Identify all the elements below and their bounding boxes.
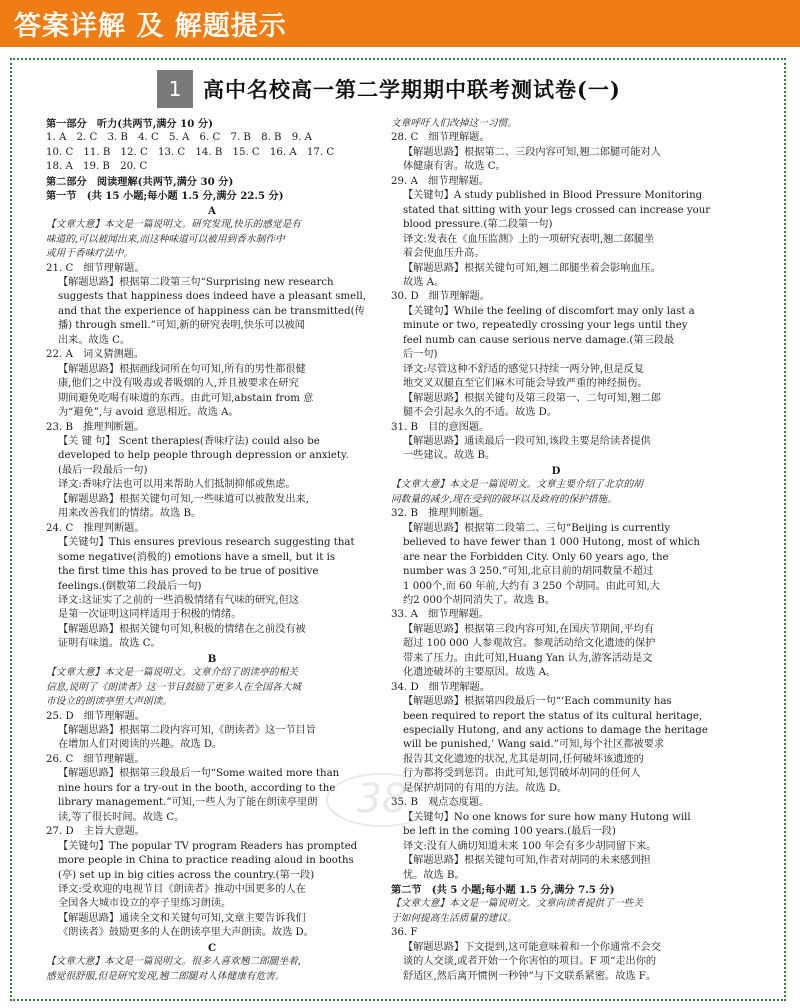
text-line: developed to help people through depression or anxiety. (58, 450, 349, 462)
text-line: (亭) set up in big cities across the country.(第一段) (58, 869, 315, 881)
text-line: 【解题思路】根据第二段第三句“Surprising new research (58, 276, 334, 288)
text-line: 后一句) (403, 349, 438, 361)
text-line: 【解题思路】根据关键句可知,翘二郎腿坐着会影响血压。 (403, 262, 661, 274)
text-line: number was 3 250.”可知,北京目前的胡同数量不超过 (403, 566, 654, 578)
text-line: 【文章大意】本文是一篇说明文。文章主要介绍了北京的胡 (391, 479, 643, 491)
text-line: 在增加人们对阅读的兴趣。故选 D。 (58, 739, 223, 751)
text-line: feelings.(倒数第二段最后一句) (58, 580, 202, 592)
text-line: 报告其文化遗迹的状况,尤其是胡同,任何破坏该遗迹的 (403, 753, 644, 765)
text-line: 【解题思路】根据第三段内容可知,在国庆节期间,平均有 (403, 623, 654, 635)
text-line: 【解题思路】根据第三段最后一句“Some waited more than (58, 768, 340, 780)
text-line: 同数量的减少,现在受到的破坏以及政府的保护措施。 (391, 493, 617, 505)
text-line: 35. B 观点态度题。 (391, 797, 490, 809)
text-line: 【关 键 句】 Scent therapies(香味疗法) could also be (58, 435, 320, 447)
text-line: 【解题思路】根据关键句可知,一些味道可以被散发出来, (58, 493, 309, 505)
text-line: 【关键句】No one knows for sure how many Hutong will (403, 811, 691, 823)
text-line: 28. C 细节理解题。 (391, 132, 490, 144)
text-line: 25. D 细节理解题。 (46, 710, 145, 722)
text-line: 【文章大意】本文是一篇说明文。研究发现,快乐的感觉是有 (46, 219, 301, 231)
text-line: 故选 A。 (403, 276, 445, 288)
text-line: 1 000个,而 60 年前,大约有 3 250 个胡同。由此可知,大 (403, 580, 660, 592)
text-line: 腿不会引起永久的不适。故选 D。 (403, 407, 558, 419)
text-line: library management.”可知,一些人为了能在朗读亭里朗 (58, 797, 318, 809)
text-line: 着会使血压升高。 (403, 248, 485, 260)
watermark-logo (322, 760, 442, 830)
text-line: 为“避免”,与 avoid 意思相近。故选 A。 (58, 407, 239, 419)
text-line: 32. B 推理判断题。 (391, 508, 490, 520)
header-banner (0, 0, 800, 47)
paper-number-badge: 1 (157, 70, 193, 108)
paper-title-row (157, 70, 621, 108)
text-line: 24. C 推理判断题。 (46, 522, 145, 534)
text-line: 【文章大意】本文是一篇说明文。很多人喜欢翘二郎腿坐着, (46, 956, 301, 968)
right-column (391, 117, 721, 997)
text-line: 第一部分 听力(共两节,满分 10 分) (46, 118, 213, 130)
text-line: minute or two, repeatedly crossing your legs until they (403, 320, 688, 332)
text-line: 26. C 细节理解题。 (46, 753, 145, 765)
text-line: 23. B 推理判断题。 (46, 421, 145, 433)
text-line: 信息,说明了《朗读者》这一节目鼓励了更多人在全国各大城 (46, 681, 301, 693)
left-column (46, 117, 378, 997)
text-line: 【解题思路】下文提到,这可能意味着和一个你通常不会交 (403, 941, 661, 953)
text-line: 行为都将受到惩罚。由此可知,惩罚破坏胡同的任何人 (403, 768, 641, 780)
text-line: been required to report the status of its cultural heritage, (403, 710, 703, 722)
text-line: 【解题思路】根据第二段第二、三句“Beijing is currently (403, 522, 671, 534)
text-line: 21. C 细节理解题。 (46, 262, 145, 274)
text-line: 【解题思路】根据第二、三段内容可知,翘二郎腿可能对人 (403, 146, 661, 158)
text-line: 市设立的朗读亭里大声朗读。 (46, 696, 172, 708)
text-line: 《朗读者》鼓励更多的人在朗读亭里大声朗读。故选 D。 (58, 927, 314, 939)
text-line: 【解题思路】根据关键句可知,作者对胡同的未来感到担 (403, 855, 651, 867)
text-line: especially Hutong, and any actions to damage the heritage (403, 725, 708, 737)
text-line: 【解题思路】根据第二段内容可知,《朗读者》这一节目旨 (58, 725, 316, 737)
text-line: D (551, 464, 561, 477)
text-line: B (207, 652, 217, 665)
text-line: 【解题思路】根据关键句可知,积极的情绪在之前没有被 (58, 623, 306, 635)
text-line: 化遗迹破坏的主要原因。故选 A。 (403, 667, 557, 679)
text-line: 文章呼吁人们改掉这一习惯。 (391, 118, 517, 129)
text-line: 【关键句】A study published in Blood Pressure Monitoring (403, 190, 703, 202)
text-line: 【关键句】This ensures previous research suggesting that (58, 537, 355, 549)
text-line: 是保护胡同的有用的方法。故选 D。 (403, 782, 568, 794)
text-line: believed to have fewer than 1 000 Hutong, most of which (403, 537, 700, 549)
text-line: A (208, 204, 216, 217)
text-line: 【解题思路】根据关键句及第三段第一、二句可知,翘二郎 (403, 392, 661, 404)
text-line: 约2 000个胡同消失了。故选 B。 (403, 594, 555, 606)
text-line: feel numb can cause serious nerve damage.(第三段最 (403, 334, 675, 346)
text-line: 用来改善我们的情绪。故选 B。 (58, 508, 202, 520)
text-line: will be punished,’ Wang said.”可知,每个社区都被要求 (403, 739, 665, 751)
text-line: 【解题思路】根据第四段最后一句“‘Each community has (403, 696, 672, 708)
text-line: 译文:尽管这种不舒适的感觉只持续一两分钟,但是反复 (403, 363, 644, 375)
watermark-text: 38 (356, 776, 408, 822)
paper-title: 高中名校高一第二学期期中联考测试卷(一) (203, 77, 621, 102)
text-line: 一些建议。故选 B。 (403, 450, 496, 462)
text-line: 第二节 (共 5 小题;每小题 1.5 分,满分 7.5 分) (391, 884, 615, 897)
text-line: 【关键句】The popular TV program Readers has prompted (58, 840, 358, 852)
text-line: blood pressure.(第二段第一句) (403, 219, 553, 231)
text-line: 康,他们之中没有吸毒或者吸烟的人,并且被要求在研究 (58, 378, 299, 390)
text-line: 【关键句】While the feeling of discomfort may only last a (403, 305, 695, 317)
text-line: stated that sitting with your legs crossed can increase your (403, 204, 711, 216)
text-line: 是第一次证明这同样适用于积极的情绪。 (58, 609, 242, 621)
text-line: 谈的人交谈,或者开始一个你害怕的项目。F 项“走出你的 (403, 956, 657, 968)
text-line: suggests that happiness does indeed have a pleasant smell, (58, 291, 366, 303)
text-line: and that the experience of happiness can be transmitted(传 (58, 305, 365, 317)
text-line: 出来。故选 C。 (58, 334, 131, 346)
text-line: 或用于香味疗法中。 (46, 248, 134, 260)
text-line: are near the Forbidden City. Only 60 years ago, the (403, 551, 669, 563)
text-line: 【文章大意】本文是一篇说明文。文章向读者提供了一些关 (391, 898, 643, 910)
text-line: 舒适区,然后离开惯例一秒钟”与下文联系紧密。故选 F。 (403, 970, 657, 982)
text-line: 译文:这证实了之前的一些消极情绪有气味的研究,但这 (58, 594, 299, 606)
text-line: 译文:发表在《血压监测》上的一项研究表明,翘二郎腿坐 (403, 233, 655, 245)
text-line: 译文:受欢迎的电视节目《朗读者》推动中国更多的人在 (58, 884, 306, 896)
text-line: 感觉很舒服,但是研究发现,翘二郎腿对人体健康有危害。 (46, 970, 285, 982)
text-line: 第一节 (共 15 小题;每小题 1.5 分,满分 22.5 分) (46, 190, 284, 203)
text-line: be left in the coming 100 years.(最后一段) (403, 826, 616, 838)
text-line: 第二部分 阅读理解(共两节,满分 30 分) (46, 175, 234, 188)
text-line: 【解题思路】根据画线词所在句可知,所有的男性都很健 (58, 363, 306, 375)
text-line: 味道的,可以被闻出来,而这种味道可以被用到香水制作中 (46, 233, 285, 245)
text-line: 30. D 细节理解题。 (391, 291, 490, 303)
text-line: 31. B 目的意图题。 (391, 421, 490, 433)
banner-title: 答案详解 及 解题提示 (14, 11, 287, 42)
text-line: 【解题思路】通读最后一段可知,该段主要是给读者提供 (403, 435, 651, 447)
text-line: 地交叉双腿直至它们麻木可能会导致严重的神经损伤。 (403, 378, 648, 390)
text-line: 译文:没有人确切知道未来 100 年会有多少胡同留下来。 (403, 840, 657, 852)
text-line: 于如何提高生活质量的建议。 (391, 912, 517, 924)
text-line: 10. C 11. B 12. C 13. C 14. B 15. C 16. A 17. C (46, 146, 335, 158)
text-line: 超过 100 000 人参观故宫。参观活动给文化遗迹的保护 (403, 638, 656, 650)
text-line: 证明有味道。故选 C。 (58, 638, 161, 650)
text-line: 27. D 主旨大意题。 (46, 826, 145, 838)
text-line: more people in China to practice reading aloud in booths (58, 855, 354, 867)
text-line: 1. A 2. C 3. B 4. C 5. A 6. C 7. B 8. B 9. A (46, 132, 313, 144)
text-line: 22. A 词义猜测题。 (46, 349, 145, 361)
text-line: 36. F (391, 927, 418, 939)
text-line: some negative(消极的) emotions have a smell, but it is (58, 551, 336, 563)
text-line: 体健康有害。故选 C。 (403, 161, 506, 173)
text-line: C (207, 941, 217, 954)
text-line: (最后一段最后一句) (58, 464, 148, 476)
text-line: 带来了压力。由此可知,Huang Yan 认为,游客活动是文 (403, 652, 653, 664)
text-line: 18. A 19. B 20. C (46, 161, 148, 173)
text-line: 期间避免吃喝有味道的东西。由此可知,abstain from 意 (58, 392, 314, 404)
text-line: 33. A 细节理解题。 (391, 609, 490, 621)
text-line: 全国各大城市设立的亭子里练习朗读。 (58, 898, 232, 910)
text-line: the first time this has proved to be true of positive (58, 566, 319, 578)
text-line: 译文:香味疗法也可以用来帮助人们抵制抑郁或焦虑。 (58, 479, 296, 491)
text-line: nine hours for a try-out in the booth, according to the (58, 782, 336, 794)
text-line: 读,等了很长时间。故选 C。 (58, 811, 185, 823)
text-line: 34. D 细节理解题。 (391, 681, 490, 693)
text-line: 【文章大意】本文是一篇说明文。文章介绍了朗读亭的相关 (46, 667, 298, 679)
text-line: 忧。故选 B。 (403, 869, 465, 881)
text-line: 29. A 细节理解题。 (391, 175, 490, 187)
text-line: 【解题思路】通读全文和关键句可知,文章主要告诉我们 (58, 912, 306, 924)
text-line: 播) through smell.”可知,新的研究表明,快乐可以被闻 (58, 320, 305, 332)
